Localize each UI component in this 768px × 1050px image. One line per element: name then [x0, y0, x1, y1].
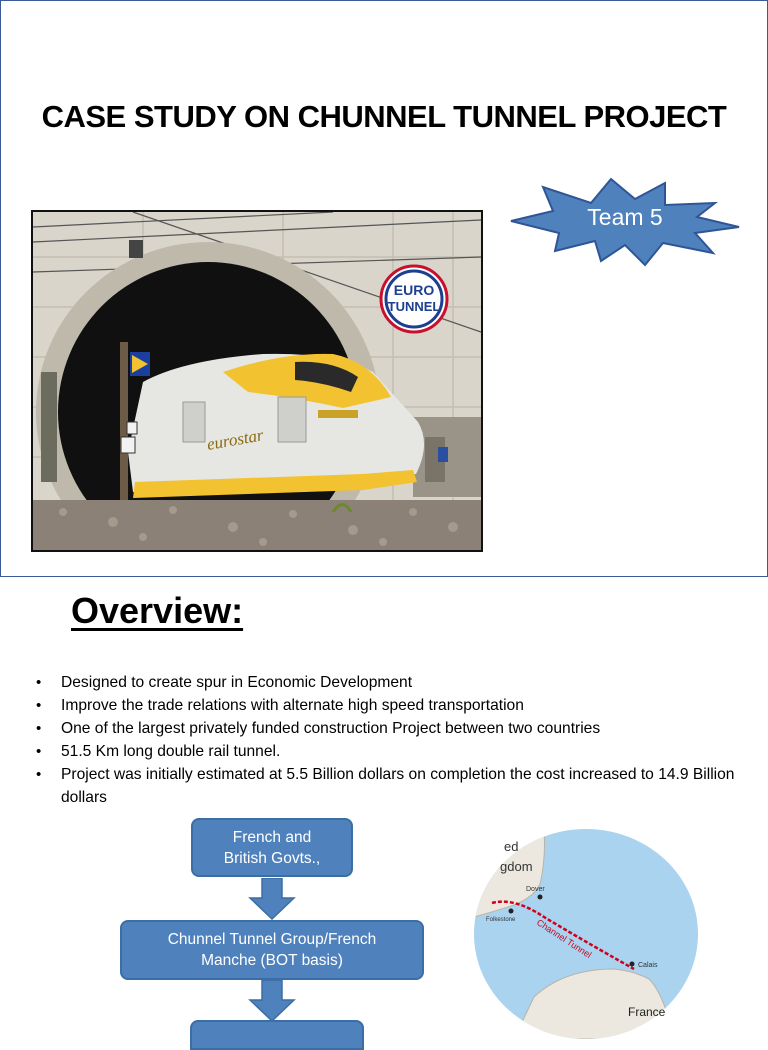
eurotunnel-logo-line1: EURO	[393, 282, 435, 298]
bullet-icon: •	[36, 743, 42, 760]
overview-bullet-list	[36, 671, 746, 809]
list-item	[36, 763, 746, 809]
map-label-united-kingdom: gdom	[500, 859, 533, 874]
bullet-icon: •	[36, 720, 42, 737]
map-label-folkestone: Folkestone	[486, 917, 516, 923]
list-item	[36, 717, 746, 740]
bullet-text: One of the largest privately funded construction Project between two countries	[61, 720, 601, 737]
team-starburst-shape	[509, 177, 741, 267]
eurotunnel-logo-line2: TUNNEL	[387, 299, 441, 314]
bullet-icon: •	[36, 697, 42, 714]
map-label-calais: Calais	[638, 962, 658, 969]
map-label-dover: Dover	[526, 886, 545, 893]
bullet-icon: •	[36, 766, 42, 783]
channel-tunnel-map	[474, 829, 698, 1039]
map-label-france: France	[628, 1005, 666, 1019]
flow-box-chunnel-group-line2: Manche (BOT basis)	[201, 952, 343, 969]
flow-box-governments-line2: British Govts.,	[223, 849, 321, 867]
flow-box-governments-line1: French and	[232, 828, 312, 846]
bullet-text: Designed to create spur in Economic Development	[61, 674, 413, 691]
flow-box-next	[190, 1020, 364, 1050]
flow-box-governments	[191, 818, 353, 877]
bullet-text: Project was initially estimated at 5.5 Billion dollars on completion the cost increased to 14.9 Billion dollars	[61, 766, 735, 806]
bullet-text: Improve the trade relations with alternate high speed transportation	[61, 697, 524, 714]
map-label-united-kingdom-top: ed	[504, 839, 519, 854]
map-label-channel-tunnel: Channel Tunnel	[534, 917, 594, 961]
list-item	[36, 694, 746, 717]
flow-box-chunnel-group-line1: Chunnel Tunnel Group/French	[167, 931, 377, 948]
slide-title: CASE STUDY ON CHUNNEL TUNNEL PROJECT	[41, 99, 727, 134]
flow-box-chunnel-group	[120, 920, 424, 980]
flow-arrow-down-icon	[248, 980, 296, 1024]
eurotunnel-train-photo	[31, 210, 483, 552]
team-label: Team 5	[587, 204, 663, 230]
overview-heading: Overview:	[71, 590, 244, 631]
bullet-icon: •	[36, 674, 42, 691]
list-item	[36, 671, 746, 694]
flow-arrow-down-icon	[248, 878, 296, 920]
train-brand-text: eurostar	[205, 425, 265, 454]
list-item	[36, 740, 746, 763]
bullet-text: 51.5 Km long double rail tunnel.	[61, 743, 281, 760]
